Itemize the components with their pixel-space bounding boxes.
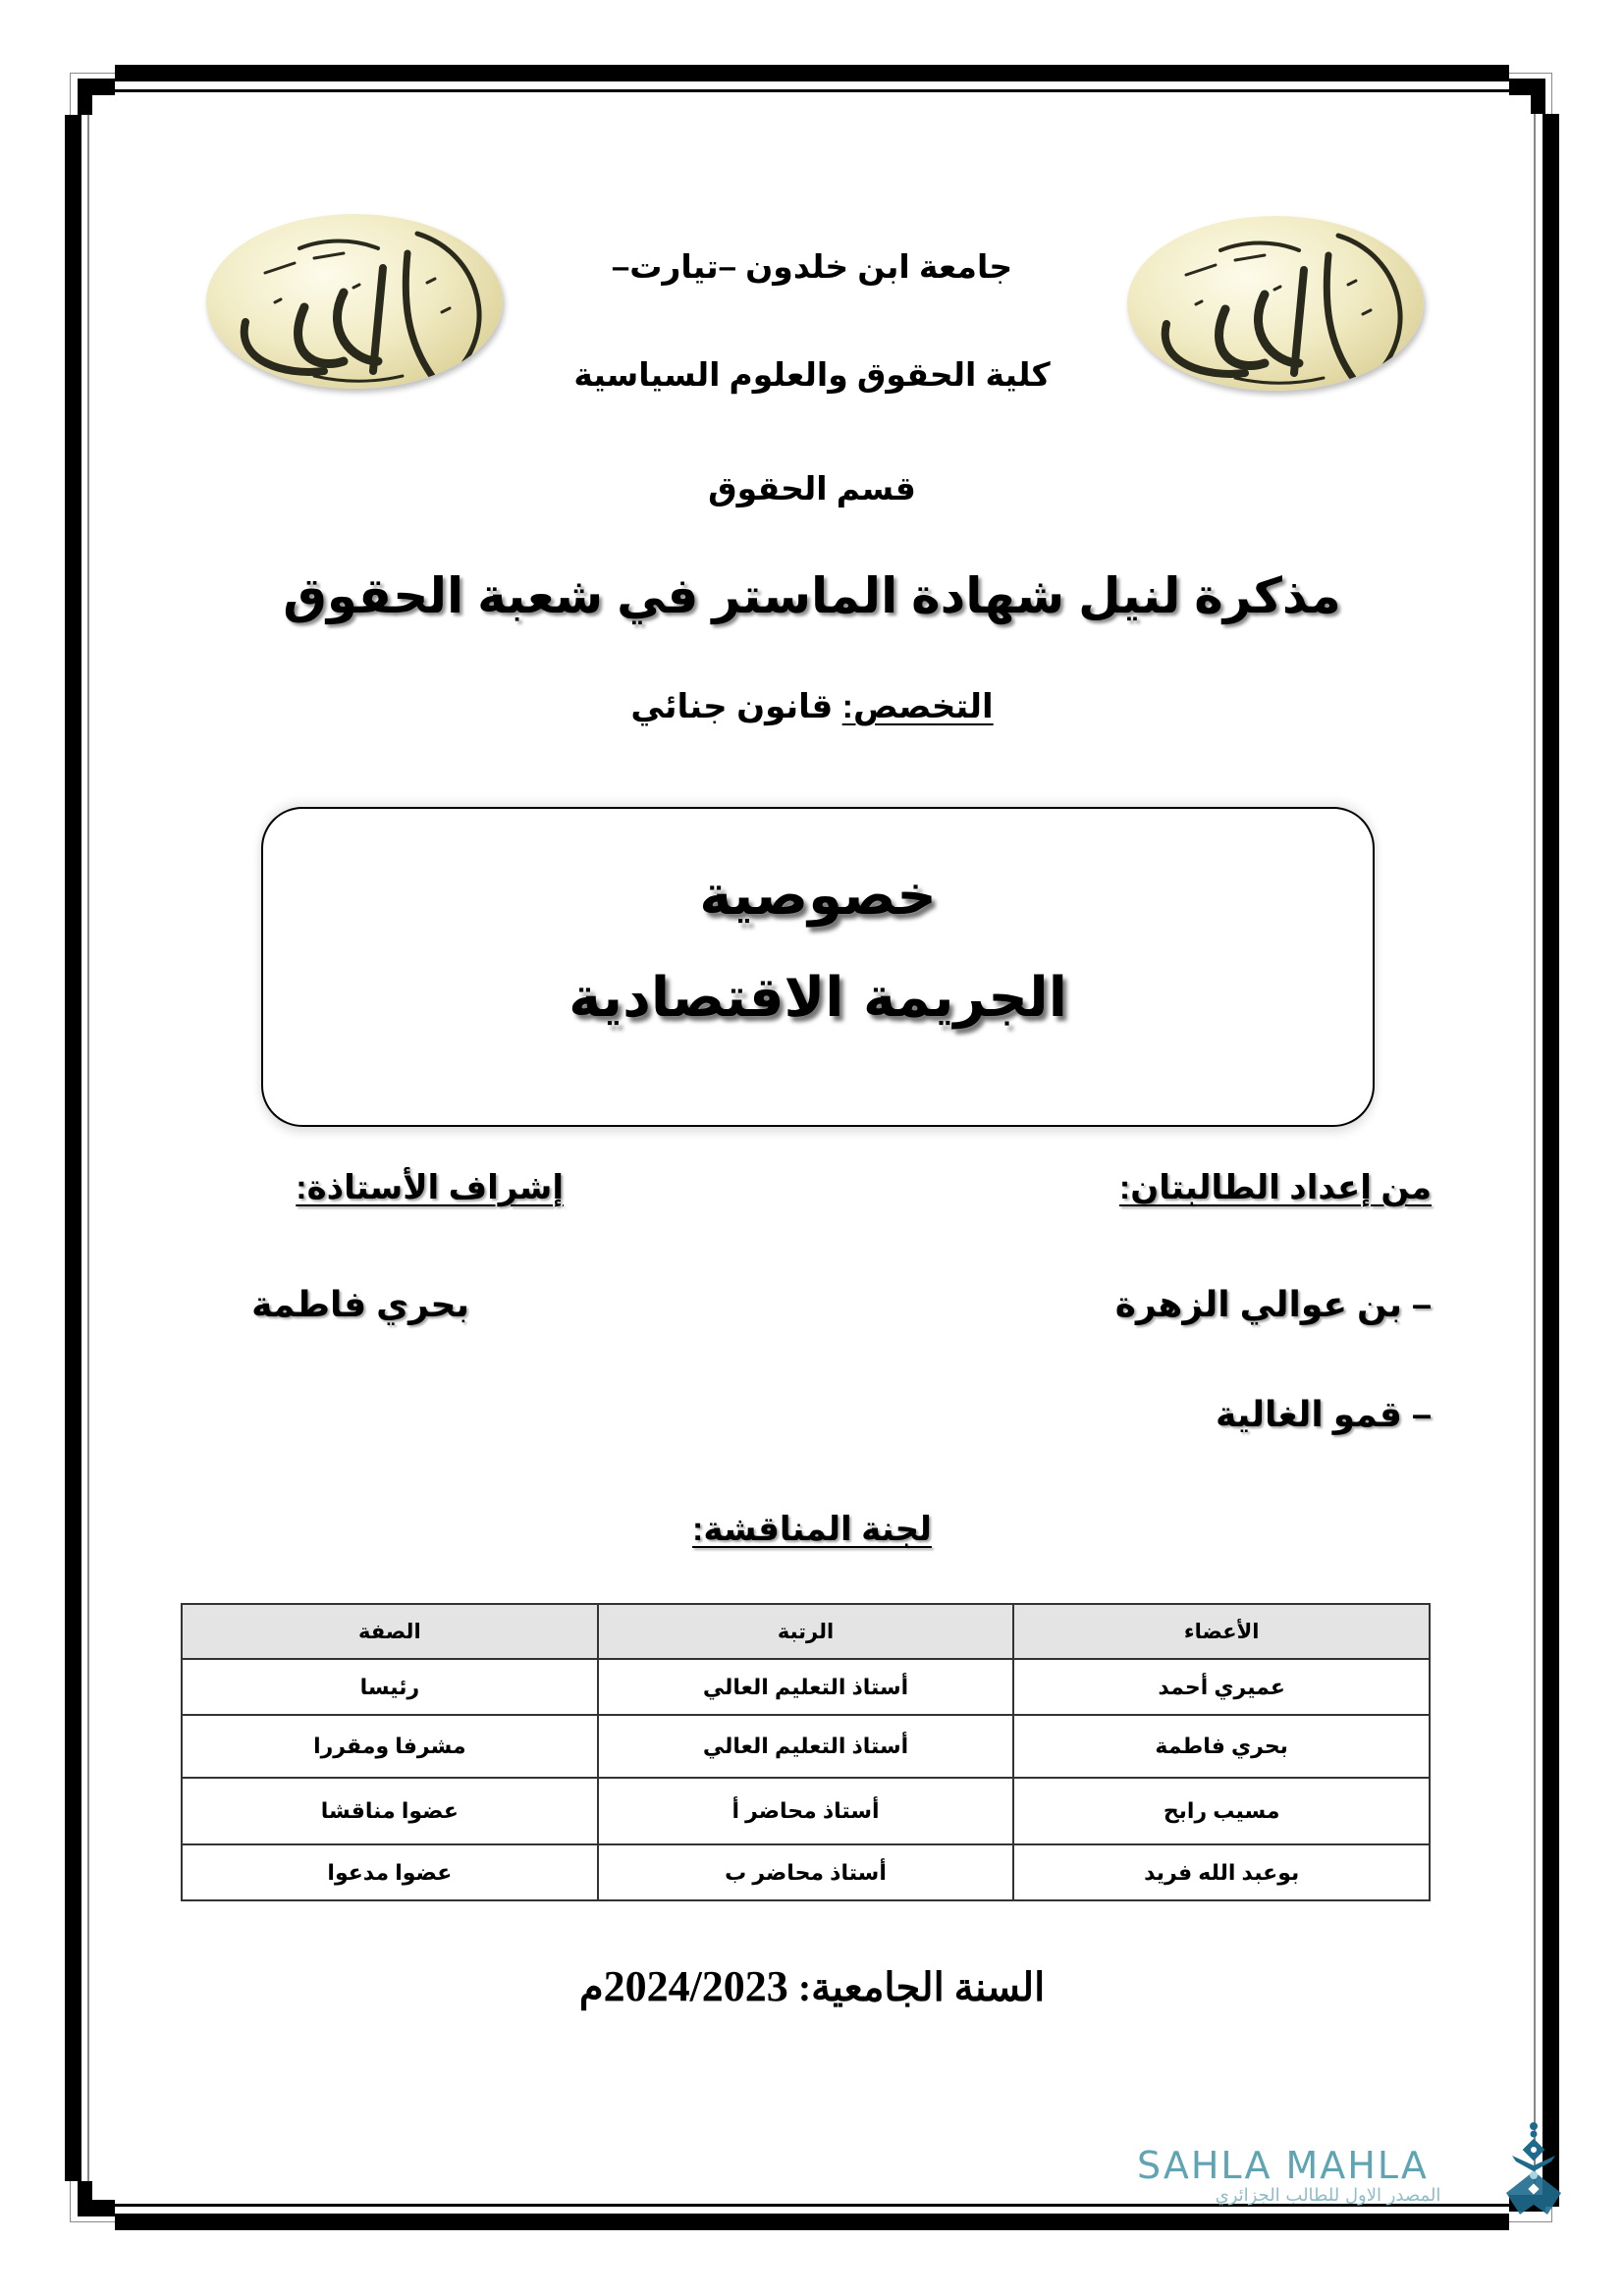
border-right-thick: [1543, 114, 1559, 2207]
member-role: مشرفا ومقررا: [182, 1715, 598, 1778]
border-right-thin: [1534, 114, 1536, 2207]
committee-title: [0, 1510, 1624, 1549]
thesis-type: مذكرة لنيل شهادة الماستر في شعبة الحقوق: [283, 568, 1341, 623]
member-name: بوعبد الله فريد: [1013, 1844, 1430, 1900]
border-left-thin: [87, 115, 89, 2181]
watermark-subtitle: المصدر الاول للطالب الجزائري: [1215, 2185, 1441, 2206]
border-left-thick: [65, 115, 81, 2181]
committee-title-text: لجنة المناقشة:: [692, 1511, 932, 1548]
specialty-value: قانون جنائي: [630, 688, 842, 725]
table-row: [182, 1844, 1430, 1900]
supervisor-label: إشراف الأستاذة:: [296, 1169, 564, 1206]
border-top-thin: [115, 89, 1509, 92]
member-rank: أستاذ محاضر أ: [598, 1778, 1014, 1844]
column-header-role: الصفة: [182, 1604, 598, 1659]
academic-year-value: 2024/2023: [603, 1962, 788, 2010]
column-header-members: الأعضاء: [1013, 1604, 1430, 1659]
corner-bottom-left-h: [78, 2200, 115, 2216]
member-rank: أستاذ التعليم العالي: [598, 1715, 1014, 1778]
table-row: [182, 1715, 1430, 1778]
table-row: [182, 1659, 1430, 1715]
member-rank: أستاذ محاضر ب: [598, 1844, 1014, 1900]
member-name: مسيب رابح: [1013, 1778, 1430, 1844]
border-bottom-thick: [115, 2214, 1509, 2230]
watermark-logo-icon: [1504, 2120, 1573, 2218]
specialty: [0, 687, 1624, 726]
university-name: جامعة ابن خلدون –تيارت–: [611, 248, 1013, 285]
academic-year-suffix: م: [578, 1965, 604, 2009]
committee-table: [181, 1603, 1431, 1901]
member-name: عميري أحمد: [1013, 1659, 1430, 1715]
thesis-title-box: [261, 807, 1375, 1127]
academic-year: [0, 1961, 1624, 2011]
supervisor-name: بحري فاطمة: [251, 1284, 469, 1324]
student-name: – بن عوالي الزهرة: [1114, 1284, 1432, 1324]
corner-top-left-v: [78, 79, 92, 115]
table-row: [182, 1778, 1430, 1844]
thesis-title-line-2: الجريمة الاقتصادية: [568, 966, 1067, 1030]
table-header-row: [182, 1604, 1430, 1659]
watermark-title: SAHLA MAHLA: [1137, 2144, 1429, 2187]
faculty-name: كلية الحقوق والعلوم السياسية: [573, 356, 1051, 393]
student-name: – قمو الغالية: [1215, 1394, 1432, 1434]
column-header-rank: الرتبة: [598, 1604, 1014, 1659]
member-rank: أستاذ التعليم العالي: [598, 1659, 1014, 1715]
border-top-thick: [115, 65, 1509, 81]
corner-top-right-v: [1531, 79, 1545, 114]
thesis-title-line-1: خصوصية: [699, 864, 937, 928]
member-role: عضوا مدعوا: [182, 1844, 598, 1900]
academic-year-label: السنة الجامعية:: [787, 1965, 1046, 2009]
member-name: بحري فاطمة: [1013, 1715, 1430, 1778]
department-name: قسم الحقوق: [708, 470, 916, 507]
specialty-label: التخصص:: [841, 688, 994, 725]
member-role: رئيسا: [182, 1659, 598, 1715]
member-role: عضوا مناقشا: [182, 1778, 598, 1844]
students-label: من إعداد الطالبتان:: [1118, 1169, 1432, 1206]
